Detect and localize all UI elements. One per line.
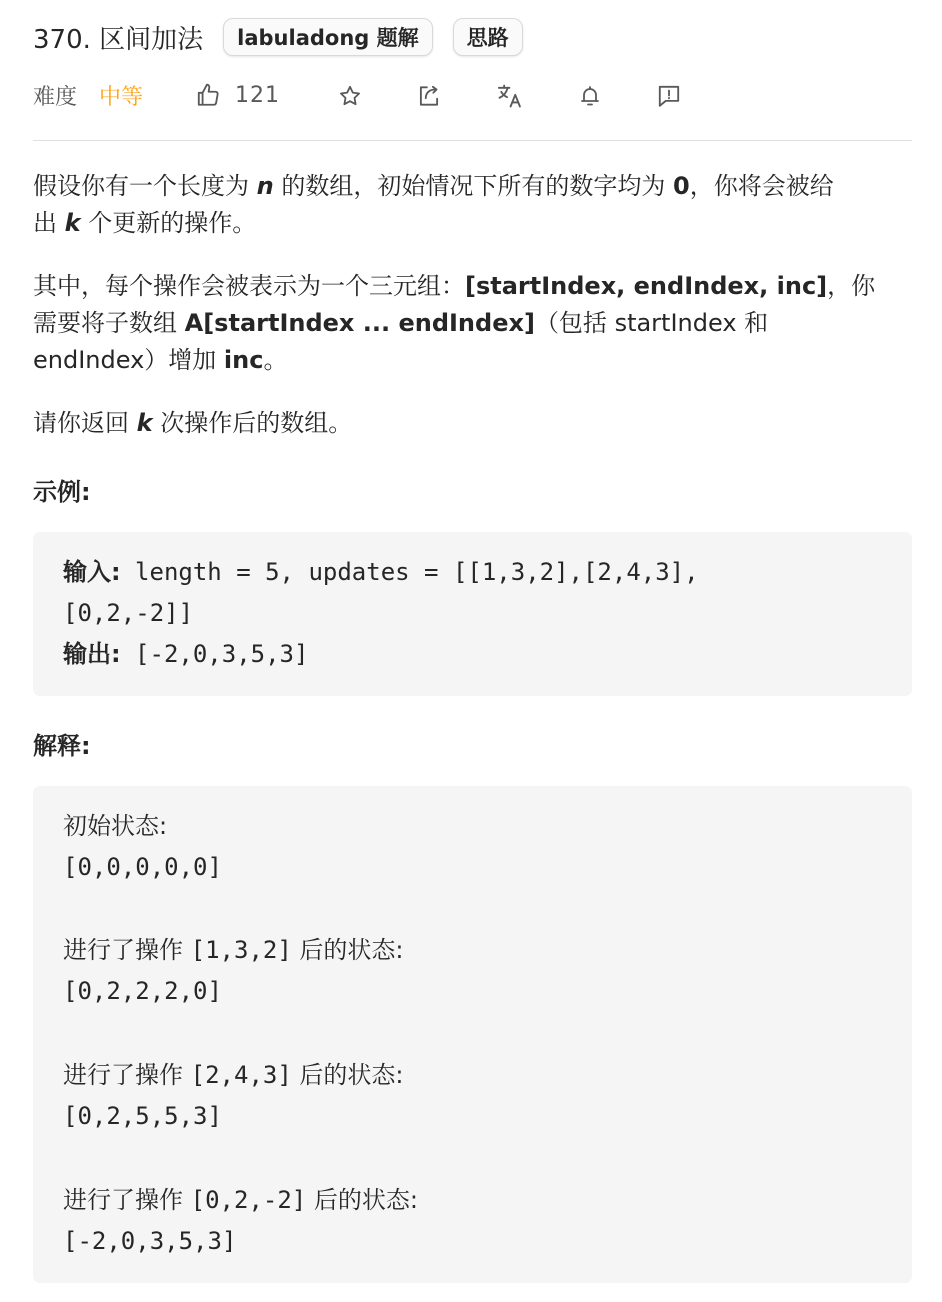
step-suffix: 后的状态: (291, 936, 404, 964)
example-code-block (33, 532, 912, 696)
example-heading: 示例: (33, 478, 91, 506)
title-row (33, 14, 543, 60)
text: 。 (263, 346, 288, 374)
output-value: [-2,0,3,5,3] (120, 640, 309, 668)
feedback-button[interactable] (654, 81, 684, 111)
example-input-line (63, 552, 699, 593)
header-divider (33, 140, 912, 141)
star-icon (338, 84, 362, 108)
step-suffix: 后的状态: (306, 1186, 418, 1214)
feedback-icon (656, 83, 682, 109)
value-zero: 0 (673, 172, 690, 200)
text: （包括 startIndex 和 (534, 309, 769, 337)
share-icon (416, 83, 442, 109)
text: endIndex）增加 (33, 346, 224, 374)
translate-button[interactable] (495, 81, 525, 111)
step-op: [2,4,3] (190, 1061, 292, 1089)
input-label: 输入: (63, 558, 121, 586)
text: 的数组，初始情况下所有的数字均为 (273, 172, 673, 200)
difficulty-value: 中等 (99, 84, 144, 110)
tag-labuladong-solution[interactable]: labuladong 题解 (223, 18, 432, 56)
example-input-continuation: [0,2,-2]] (63, 599, 194, 627)
text: ，你将会被给 (689, 172, 834, 200)
description-paragraph-2 (33, 268, 912, 379)
step-2-result: [0,2,5,5,3] (63, 1102, 222, 1130)
translate-icon (496, 82, 524, 110)
step-3-result: [-2,0,3,5,3] (63, 1227, 237, 1255)
step-prefix: 进行了操作 (63, 936, 191, 964)
step-suffix: 后的状态: (291, 1061, 404, 1089)
problem-title: 370. 区间加法 (33, 24, 204, 55)
step-3-label (63, 1180, 418, 1221)
description-paragraph-3 (33, 405, 912, 442)
like-button[interactable] (195, 82, 280, 108)
step-prefix: 进行了操作 (63, 1061, 191, 1089)
initial-state-value: [0,0,0,0,0] (63, 853, 222, 881)
step-op: [0,2,-2] (190, 1186, 307, 1214)
text: 其中，每个操作会被表示为一个三元组： (33, 272, 465, 300)
favorite-button[interactable] (335, 81, 365, 111)
text: ，你 (827, 272, 876, 300)
share-button[interactable] (414, 81, 444, 111)
thumbs-up-icon (195, 82, 221, 108)
bell-icon (578, 84, 602, 108)
meta-row (33, 74, 912, 116)
text: 需要将子数组 (33, 309, 185, 337)
like-count: 121 (235, 82, 281, 108)
var-k: k (136, 409, 153, 437)
explanation-code-block (33, 786, 912, 1283)
text: 请你返回 (33, 409, 137, 437)
var-k: k (64, 209, 81, 237)
text: 个更新的操作。 (80, 209, 257, 237)
explanation-heading: 解释: (33, 732, 91, 760)
output-label: 输出: (63, 640, 121, 668)
step-2-label (63, 1055, 404, 1096)
step-op: [1,3,2] (190, 936, 292, 964)
text: 假设你有一个长度为 (33, 172, 257, 200)
var-n: n (256, 172, 274, 200)
step-1-result: [0,2,2,2,0] (63, 977, 222, 1005)
subarray-range: A[startIndex ... endIndex] (184, 309, 535, 337)
text: 出 (33, 209, 65, 237)
notification-button[interactable] (575, 81, 605, 111)
description-paragraph-1 (33, 168, 912, 242)
tag-approach[interactable]: 思路 (453, 18, 523, 56)
input-value: length = 5, updates = [[1,3,2],[2,4,3], (120, 558, 699, 586)
text: 次操作后的数组。 (152, 409, 353, 437)
example-output-line (63, 634, 308, 675)
step-prefix: 进行了操作 (63, 1186, 191, 1214)
step-1-label (63, 930, 404, 971)
difficulty-label: 难度 (33, 84, 78, 110)
triple-format: [startIndex, endIndex, inc] (465, 272, 828, 300)
initial-state-label: 初始状态: (63, 812, 168, 840)
var-inc: inc (223, 346, 264, 374)
